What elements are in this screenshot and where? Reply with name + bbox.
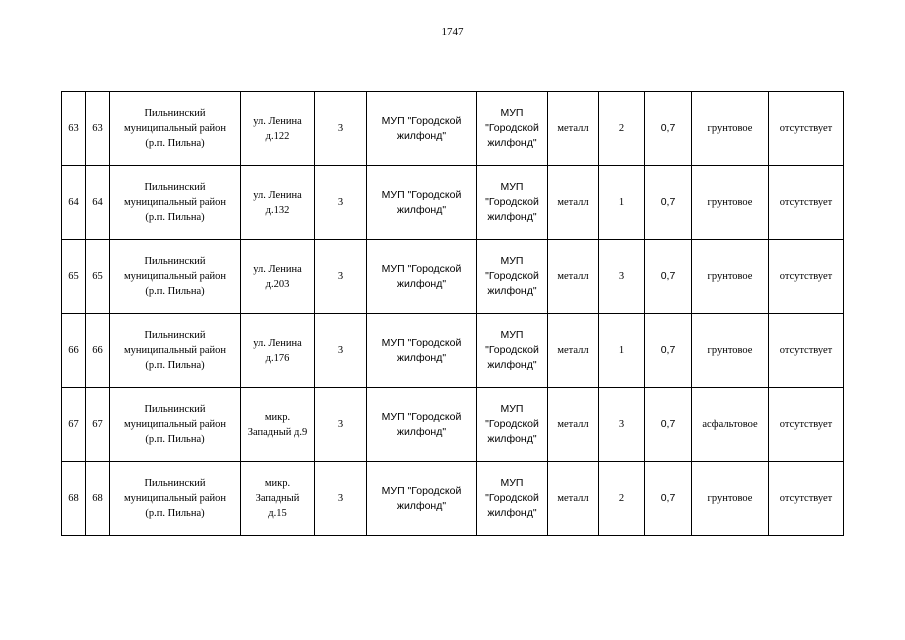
district-cell: Пильнинский муниципальный район (р.п. Пильна) [110, 92, 241, 166]
owner-cell: МУП "Городской жилфонд" [367, 388, 477, 462]
table-body [62, 92, 844, 536]
surface-cell: грунтовое [692, 314, 769, 388]
surface-cell: грунтовое [692, 166, 769, 240]
address-cell: ул. Ленина д.122 [241, 92, 315, 166]
table-row [62, 240, 844, 314]
material-cell: металл [548, 462, 599, 536]
address-cell: микр. Западный д.9 [241, 388, 315, 462]
owner-cell: МУП "Городской жилфонд" [367, 92, 477, 166]
volume-cell: 0,7 [645, 240, 692, 314]
owner-cell: МУП "Городской жилфонд" [367, 314, 477, 388]
fence-cell: отсутствует [769, 314, 844, 388]
count-cell: 3 [315, 92, 367, 166]
address-cell: ул. Ленина д.132 [241, 166, 315, 240]
row-id-cell: 67 [86, 388, 110, 462]
owner-cell: МУП "Городской жилфонд" [367, 240, 477, 314]
operator-cell: МУП "Городской жилфонд" [477, 388, 548, 462]
table-row [62, 462, 844, 536]
row-id-cell: 64 [86, 166, 110, 240]
material-cell: металл [548, 166, 599, 240]
row-number-cell: 63 [62, 92, 86, 166]
count-cell: 3 [315, 388, 367, 462]
address-cell: ул. Ленина д.176 [241, 314, 315, 388]
fence-cell: отсутствует [769, 240, 844, 314]
address-cell: микр. Западный д.15 [241, 462, 315, 536]
quantity-cell: 3 [599, 388, 645, 462]
surface-cell: грунтовое [692, 462, 769, 536]
fence-cell: отсутствует [769, 388, 844, 462]
fence-cell: отсутствует [769, 92, 844, 166]
table-row [62, 92, 844, 166]
operator-cell: МУП "Городской жилфонд" [477, 462, 548, 536]
volume-cell: 0,7 [645, 314, 692, 388]
quantity-cell: 1 [599, 166, 645, 240]
volume-cell: 0,7 [645, 166, 692, 240]
row-number-cell: 64 [62, 166, 86, 240]
row-number-cell: 65 [62, 240, 86, 314]
material-cell: металл [548, 240, 599, 314]
material-cell: металл [548, 92, 599, 166]
material-cell: металл [548, 388, 599, 462]
quantity-cell: 2 [599, 92, 645, 166]
district-cell: Пильнинский муниципальный район (р.п. Пильна) [110, 462, 241, 536]
fence-cell: отсутствует [769, 462, 844, 536]
surface-cell: грунтовое [692, 92, 769, 166]
page-number: 1747 [441, 26, 464, 38]
quantity-cell: 1 [599, 314, 645, 388]
operator-cell: МУП "Городской жилфонд" [477, 92, 548, 166]
operator-cell: МУП "Городской жилфонд" [477, 240, 548, 314]
surface-cell: асфальтовое [692, 388, 769, 462]
surface-cell: грунтовое [692, 240, 769, 314]
row-id-cell: 63 [86, 92, 110, 166]
quantity-cell: 3 [599, 240, 645, 314]
table-row [62, 314, 844, 388]
row-id-cell: 68 [86, 462, 110, 536]
address-cell: ул. Ленина д.203 [241, 240, 315, 314]
count-cell: 3 [315, 240, 367, 314]
count-cell: 3 [315, 462, 367, 536]
owner-cell: МУП "Городской жилфонд" [367, 166, 477, 240]
owner-cell: МУП "Городской жилфонд" [367, 462, 477, 536]
row-id-cell: 66 [86, 314, 110, 388]
fence-cell: отсутствует [769, 166, 844, 240]
row-number-cell: 68 [62, 462, 86, 536]
volume-cell: 0,7 [645, 388, 692, 462]
row-number-cell: 67 [62, 388, 86, 462]
count-cell: 3 [315, 166, 367, 240]
district-cell: Пильнинский муниципальный район (р.п. Пильна) [110, 166, 241, 240]
district-cell: Пильнинский муниципальный район (р.п. Пильна) [110, 314, 241, 388]
quantity-cell: 2 [599, 462, 645, 536]
operator-cell: МУП "Городской жилфонд" [477, 314, 548, 388]
volume-cell: 0,7 [645, 92, 692, 166]
registry-table [61, 91, 844, 536]
district-cell: Пильнинский муниципальный район (р.п. Пильна) [110, 240, 241, 314]
table-row [62, 166, 844, 240]
count-cell: 3 [315, 314, 367, 388]
operator-cell: МУП "Городской жилфонд" [477, 166, 548, 240]
table-row [62, 388, 844, 462]
district-cell: Пильнинский муниципальный район (р.п. Пильна) [110, 388, 241, 462]
volume-cell: 0,7 [645, 462, 692, 536]
row-id-cell: 65 [86, 240, 110, 314]
row-number-cell: 66 [62, 314, 86, 388]
material-cell: металл [548, 314, 599, 388]
